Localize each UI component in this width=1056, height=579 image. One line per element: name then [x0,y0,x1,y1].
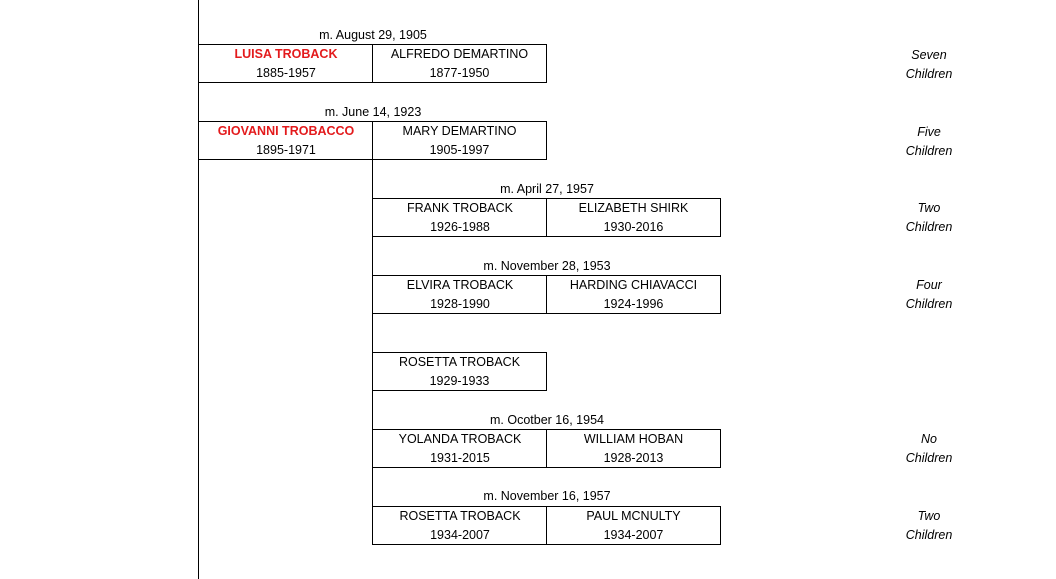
person-dates: 1928-1990 [430,297,490,311]
person-box [198,121,373,160]
person-box [372,506,547,545]
person-dates: 1926-1988 [430,220,490,234]
children-label: Children [905,528,953,542]
children-label: Children [905,67,953,81]
marriage-date: m. August 29, 1905 [319,28,427,42]
person-dates: 1877-1950 [429,66,490,80]
person-box [372,198,547,237]
children-count [880,507,978,545]
children-count [880,276,978,314]
children-label: Children [905,297,953,311]
person-name: WILLIAM HOBAN [583,432,684,446]
children-count [880,123,978,161]
marriage-date: m. November 16, 1957 [483,489,611,503]
children-number: Seven [911,48,947,62]
person-dates: 1929-1933 [429,374,490,388]
person-dates: 1905-1997 [429,143,490,157]
children-label: Children [905,144,953,158]
person-name: YOLANDA TROBACK [398,432,522,446]
children-number: Five [917,125,941,139]
marriage-date: m. April 27, 1957 [500,182,594,196]
person-dates: 1924-1996 [603,297,664,311]
children-count [880,430,978,468]
spouse-box [546,429,721,468]
person-box [372,275,547,314]
person-name: FRANK TROBACK [406,201,514,215]
person-name: GIOVANNI TROBACCO [217,124,355,138]
main-tree-line [198,0,199,579]
person-name: ELVIRA TROBACK [406,278,514,292]
children-number: Two [917,201,941,215]
spouse-box [546,198,721,237]
children-count [880,46,978,84]
spouse-box [546,506,721,545]
marriage-date: m. Ocotber 16, 1954 [490,413,604,427]
children-label: Children [905,220,953,234]
person-box [198,44,373,83]
person-name: ROSETTA TROBACK [398,355,521,369]
person-dates: 1934-2007 [430,528,490,542]
children-number: Two [917,509,941,523]
person-dates: 1934-2007 [603,528,664,542]
person-name: LUISA TROBACK [234,47,338,61]
spouse-box [372,121,547,160]
spouse-box [546,275,721,314]
children-label: Children [905,451,953,465]
person-name: MARY DEMARTINO [402,124,517,138]
marriage-date: m. November 28, 1953 [483,259,611,273]
spouse-box [372,44,547,83]
person-dates: 1885-1957 [256,66,316,80]
person-dates: 1931-2015 [430,451,490,465]
person-name: ROSETTA TROBACK [399,509,521,523]
person-box [372,352,547,391]
children-number: No [921,432,937,446]
children-number: Four [916,278,942,292]
marriage-date: m. June 14, 1923 [324,105,422,119]
person-dates: 1895-1971 [256,143,316,157]
person-name: ALFREDO DEMARTINO [390,47,529,61]
person-name: ELIZABETH SHIRK [578,201,689,215]
person-name: PAUL MCNULTY [586,509,681,523]
person-name: HARDING CHIAVACCI [569,278,698,292]
person-dates: 1930-2016 [603,220,664,234]
children-count [880,199,978,237]
person-dates: 1928-2013 [603,451,664,465]
person-box [372,429,547,468]
